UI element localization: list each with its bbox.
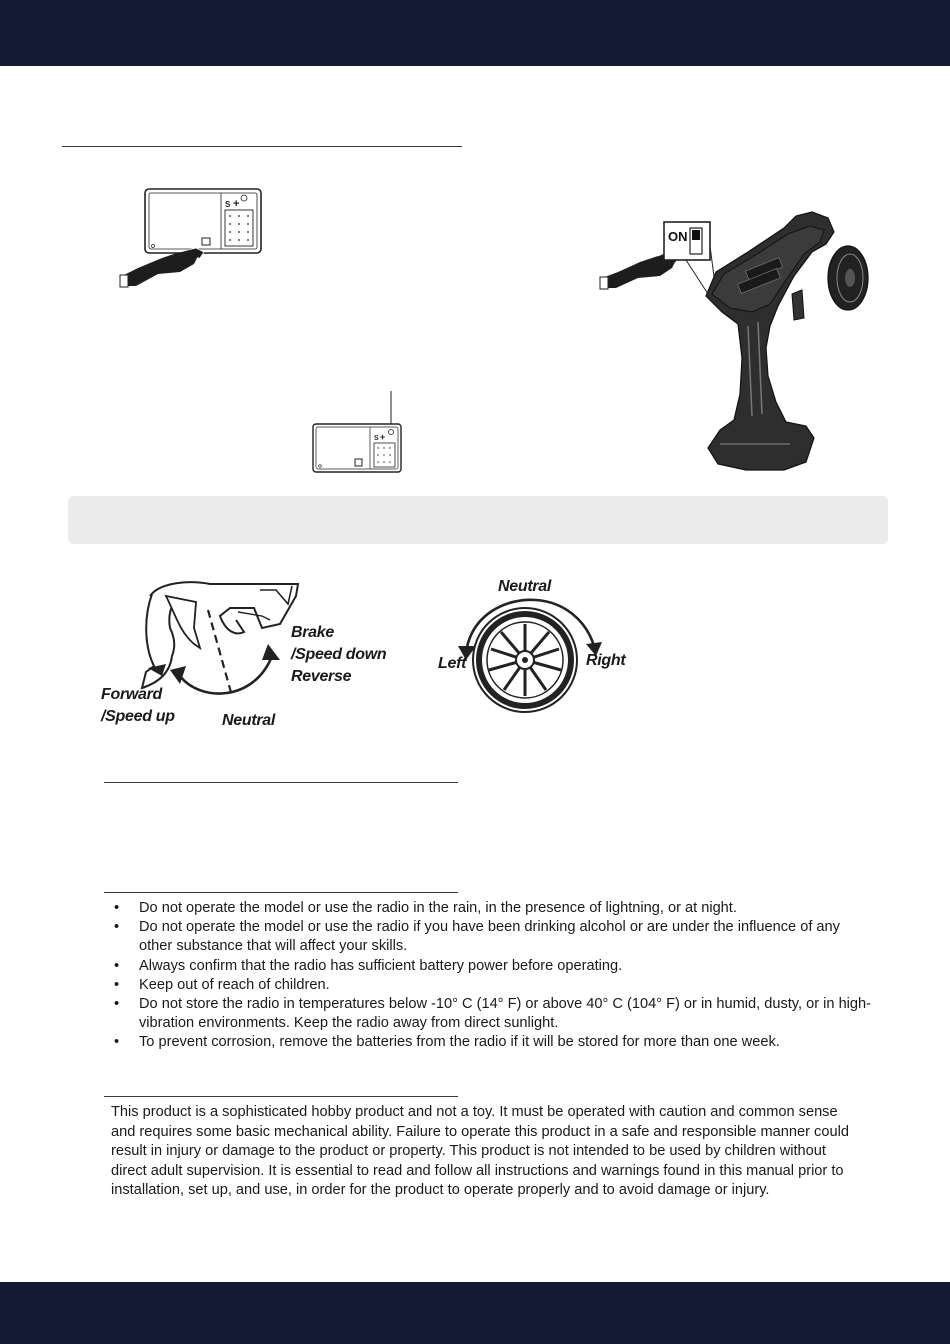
brake-label: Brake /Speed down Reverse bbox=[291, 624, 387, 685]
warning-item: • Keep out of reach of children. bbox=[112, 976, 872, 995]
throttle-direction-arrow bbox=[166, 640, 286, 706]
footer-band bbox=[0, 1282, 950, 1344]
warning-item: • Always confirm that the radio has sufficient battery power before operating. bbox=[112, 957, 872, 976]
header-band bbox=[0, 0, 950, 66]
throttle-neutral-label: Neutral bbox=[222, 712, 276, 729]
section-rule bbox=[104, 782, 458, 783]
panel-s-label: S bbox=[225, 200, 231, 209]
warning-item: • Do not operate the model or use the radio if you have been drinking alcohol or are under the influence of any other substance that will affect your skills. bbox=[112, 918, 872, 956]
steering-right-label: Right bbox=[586, 652, 626, 669]
receiver-panel-diagram bbox=[118, 186, 268, 296]
transmitter-diagram bbox=[598, 208, 873, 480]
note-box bbox=[68, 496, 888, 544]
steering-left-label: Left bbox=[438, 655, 467, 672]
steering-wheel-diagram bbox=[456, 594, 606, 724]
receiver-bind-diagram bbox=[310, 388, 406, 476]
warning-item: • To prevent corrosion, remove the batteries from the radio if it will be stored for more than one week. bbox=[112, 1033, 872, 1052]
section-rule bbox=[104, 1096, 458, 1097]
section-rule bbox=[62, 146, 462, 147]
warning-item: • Do not store the radio in temperatures below -10° C (14° F) or above 40° C (104° F) or in humid, dusty, or in high-vibration environments. Keep the radio away from direct sunlight. bbox=[112, 995, 872, 1033]
panel-plus-label: + bbox=[233, 198, 240, 210]
section-rule bbox=[104, 892, 458, 893]
on-label: ON bbox=[668, 229, 688, 244]
steering-neutral-label: Neutral bbox=[498, 578, 552, 595]
disclaimer-paragraph: This product is a sophisticated hobby product and not a toy. It must be operated with caution and common sense and requires some basic mechanical ability. Failure to operate this product in a safe and responsible manner could result in injury or damage to the product or property. This product is not intended to be used by children without direct adult supervision. It is essential to read and follow all instructions and warnings found in this manual prior to installation, set up, and use, in order for the product to operate properly and to avoid damage or injury. bbox=[111, 1104, 849, 1198]
warnings-list bbox=[112, 899, 872, 1053]
forward-label: Forward /Speed up bbox=[101, 686, 175, 725]
bind-panel-plus-label: + bbox=[380, 432, 386, 442]
warning-item: • Do not operate the model or use the radio in the rain, in the presence of lightning, or at night. bbox=[112, 899, 872, 918]
bind-panel-s-label: S bbox=[374, 435, 379, 442]
